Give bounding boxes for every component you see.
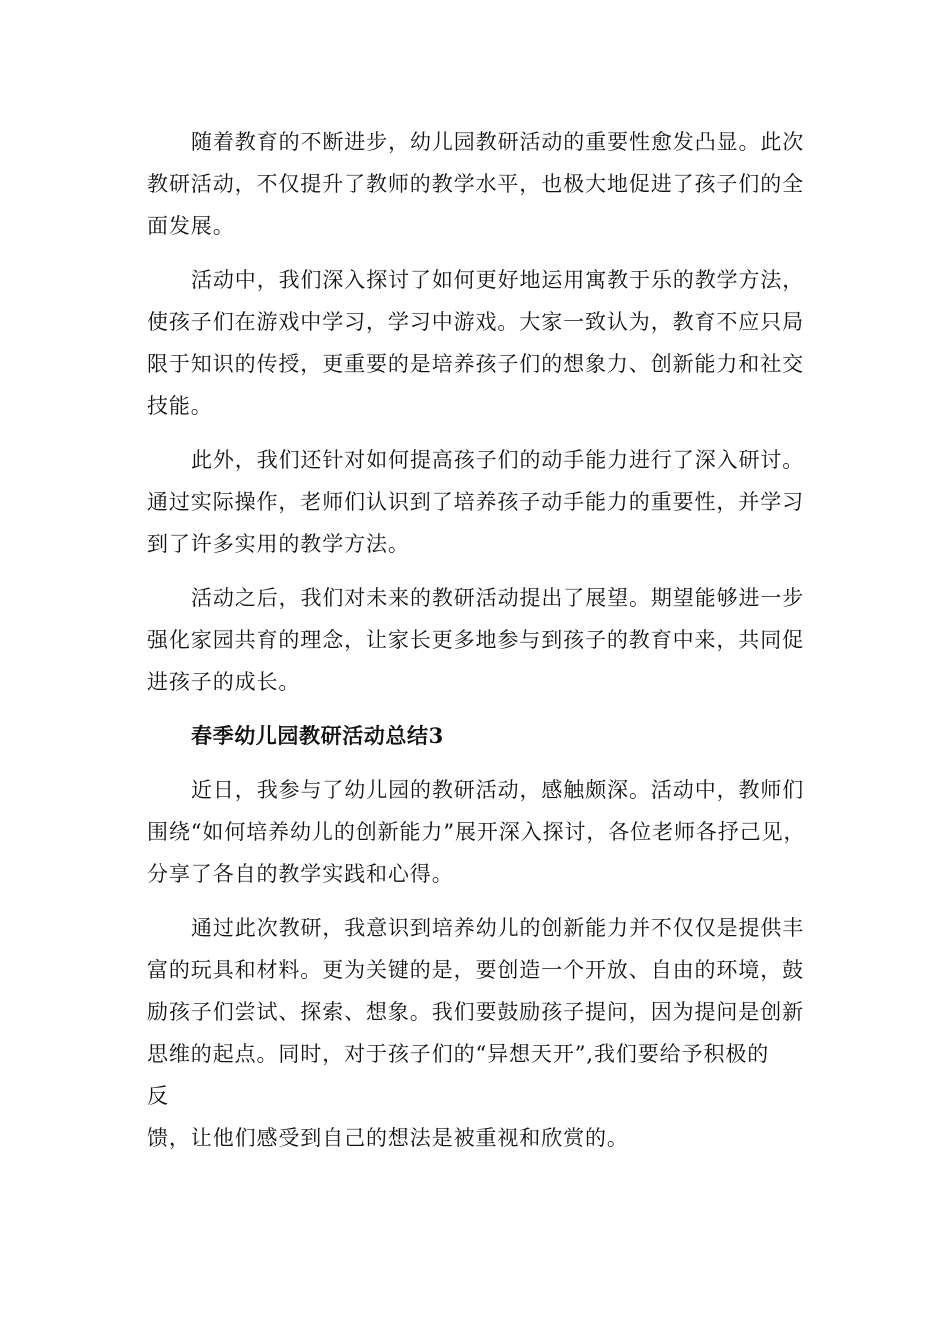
text-line: 励孩子们尝试、探索、想象。我们要鼓励孩子提问，因为提问是创新 bbox=[147, 1000, 804, 1024]
text-line: 围绕“如何培养幼儿的创新能力”展开深入探讨，各位老师各抒己见， bbox=[147, 820, 806, 844]
text-line: 分享了各自的教学实践和心得。 bbox=[147, 862, 454, 886]
text-line: 教研活动，不仅提升了教师的教学水平，也极大地促进了孩子们的全 bbox=[147, 172, 804, 196]
paragraph-4 bbox=[147, 577, 807, 703]
text-line: 活动之后，我们对未来的教研活动提出了展望。期望能够进一步 bbox=[191, 586, 805, 610]
text-line: 限于知识的传授，更重要的是培养孩子们的想象力、创新能力和社交 bbox=[147, 352, 804, 376]
text-line: 强化家园共育的理念，让家长更多地参与到孩子的教育中来，共同促 bbox=[147, 628, 804, 652]
text-line: 思维的起点。同时，对于孩子们的“异想天开”,我们要给予积极的 bbox=[147, 1042, 770, 1066]
text-line: 面发展。 bbox=[147, 214, 235, 238]
text-line: 此外，我们还针对如何提高孩子们的动手能力进行了深入研讨。 bbox=[191, 448, 805, 472]
text-line: 通过此次教研，我意识到培养幼儿的创新能力并不仅仅是提供丰 bbox=[191, 916, 805, 940]
text-line: 近日，我参与了幼儿园的教研活动，感触颇深。活动中，教师们 bbox=[191, 778, 805, 802]
paragraph-2 bbox=[147, 259, 807, 427]
paragraph-6 bbox=[147, 907, 807, 1159]
text-line: 到了许多实用的教学方法。 bbox=[147, 532, 410, 556]
text-line: 使孩子们在游戏中学习，学习中游戏。大家一致认为，教育不应只局 bbox=[147, 310, 804, 334]
section-heading-block bbox=[147, 715, 807, 757]
text-line: 反 bbox=[147, 1084, 169, 1108]
document-body bbox=[147, 121, 807, 1171]
text-line: 活动中，我们深入探讨了如何更好地运用寓教于乐的教学方法， bbox=[191, 268, 805, 292]
section-heading: 春季幼儿园教研活动总结3 bbox=[191, 723, 444, 748]
text-line: 技能。 bbox=[147, 394, 213, 418]
paragraph-1 bbox=[147, 121, 807, 247]
text-line: 馈，让他们感受到自己的想法是被重视和欣赏的。 bbox=[147, 1126, 629, 1150]
text-line: 通过实际操作，老师们认识到了培养孩子动手能力的重要性，并学习 bbox=[147, 490, 804, 514]
paragraph-5 bbox=[147, 769, 807, 895]
text-line: 进孩子的成长。 bbox=[147, 670, 301, 694]
text-line: 随着教育的不断进步，幼儿园教研活动的重要性愈发凸显。此次 bbox=[191, 130, 805, 154]
paragraph-3 bbox=[147, 439, 807, 565]
text-line: 富的玩具和材料。更为关键的是，要创造一个开放、自由的环境，鼓 bbox=[147, 958, 804, 982]
